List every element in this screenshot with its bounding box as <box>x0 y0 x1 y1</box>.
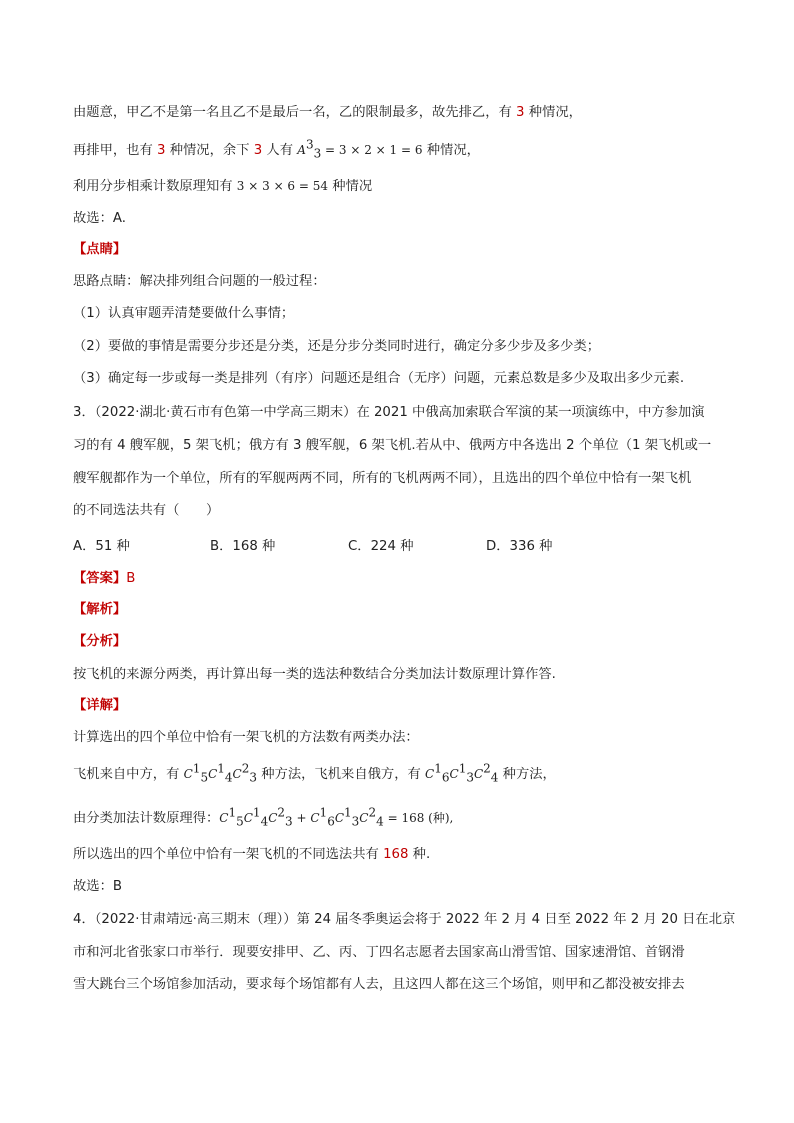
line-9: （3）确定每一步或每一类是排列（有序）问题还是组合（无序）问题，元素总数是多少及取出多少元素. <box>73 371 685 386</box>
line-2: 再排甲，也有 3 种情况，余下 3 人有 $A^3_3 = 3 \times 2 \times 1 = 6$ 种情况， <box>73 137 480 161</box>
option-d: D．336 种 <box>486 539 553 554</box>
combination-formula-china: $C^1_5C^1_4C^2_3$ <box>183 761 258 785</box>
detail-line-4: 所以选出的四个单位中恰有一架飞机的不同选法共有 168 种. <box>73 847 431 862</box>
q3-line-2: 习的有 4 艘军舰，5 架飞机；俄方有 3 艘军舰，6 架飞机.若从中、俄两方中各选出 2 个单位（1 架飞机或一 <box>73 438 712 453</box>
q4-line-3: 雪大跳台三个场馆参加活动，要求每个场馆都有人去，且这四人都在这三个场馆，则甲和乙都没被安排去 <box>73 977 685 992</box>
permutation-formula: $A^3_3 = 3 \times 2 \times 1 = 6$ <box>297 137 423 161</box>
section-jiexi: 【解析】 <box>73 602 127 617</box>
section-dianjing: 【点睛】 <box>73 242 127 257</box>
detail-line-3: 由分类加法计数原理得：$C^1_5C^1_4C^2_3 + C^1_6C^1_3C^2_4 = 168$ (种), <box>73 805 454 829</box>
option-c: C．224 种 <box>348 539 414 554</box>
option-a: A．51 种 <box>73 539 130 554</box>
line-3: 利用分步相乘计数原理知有 3 × 3 × 6 = 54 种情况 <box>73 179 373 194</box>
line-6: 思路点睛：解决排列组合问题的一般过程： <box>73 274 326 289</box>
q4-line-1: 4．（2022·甘肃靖远·高三期末（理））第 24 届冬季奥运会将于 2022 年 2 月 4 日至 2022 年 2 月 20 日在北京 <box>73 912 736 927</box>
q3-line-4: 的不同选法共有（ ） <box>73 503 220 518</box>
detail-line-1: 计算选出的四个单位中恰有一架飞机的方法数有两类办法： <box>73 730 419 745</box>
line-8: （2）要做的事情是需要分步还是分类，还是分步分类同时进行，确定分多少步及多少类； <box>73 339 601 354</box>
line-7: （1）认真审题弄清楚要做什么事情； <box>73 306 295 321</box>
q3-line-1: 3．（2022·湖北·黄石市有色第一中学高三期末）在 2021 中俄高加索联合军演的某一项演练中，中方参加演 <box>73 405 705 420</box>
line-4: 故选：A. <box>73 211 126 226</box>
line-1: 由题意，甲乙不是第一名且乙不是最后一名，乙的限制最多，故先排乙，有 3 种情况， <box>73 105 582 120</box>
section-xiangjie: 【详解】 <box>73 698 127 713</box>
fenxi-text: 按飞机的来源分两类，再计算出每一类的选法种数结合分类加法计数原理计算作答. <box>73 667 556 682</box>
answer-line: 【答案】B <box>73 571 136 586</box>
option-b: B．168 种 <box>210 539 276 554</box>
detail-line-2: 飞机来自中方，有 $C^1_5C^1_4C^2_3$ 种方法，飞机来自俄方，有 $C^1_6C^1_3C^2_4$ 种方法， <box>73 761 556 785</box>
section-fenxi: 【分析】 <box>73 634 127 649</box>
combination-formula-russia: $C^1_6C^1_3C^2_4$ <box>425 761 499 785</box>
detail-line-5: 故选：B <box>73 879 123 894</box>
q4-line-2: 市和河北省张家口市举行．现要安排甲、乙、丙、丁四名志愿者去国家高山滑雪馆、国家速滑馆、首钢滑 <box>73 945 685 960</box>
q3-line-3: 艘军舰都作为一个单位，所有的军舰两两不同，所有的飞机两两不同），且选出的四个单位中恰有一架飞机 <box>73 471 692 486</box>
sum-formula: $C^1_5C^1_4C^2_3 + C^1_6C^1_3C^2_4$ <box>219 805 384 829</box>
